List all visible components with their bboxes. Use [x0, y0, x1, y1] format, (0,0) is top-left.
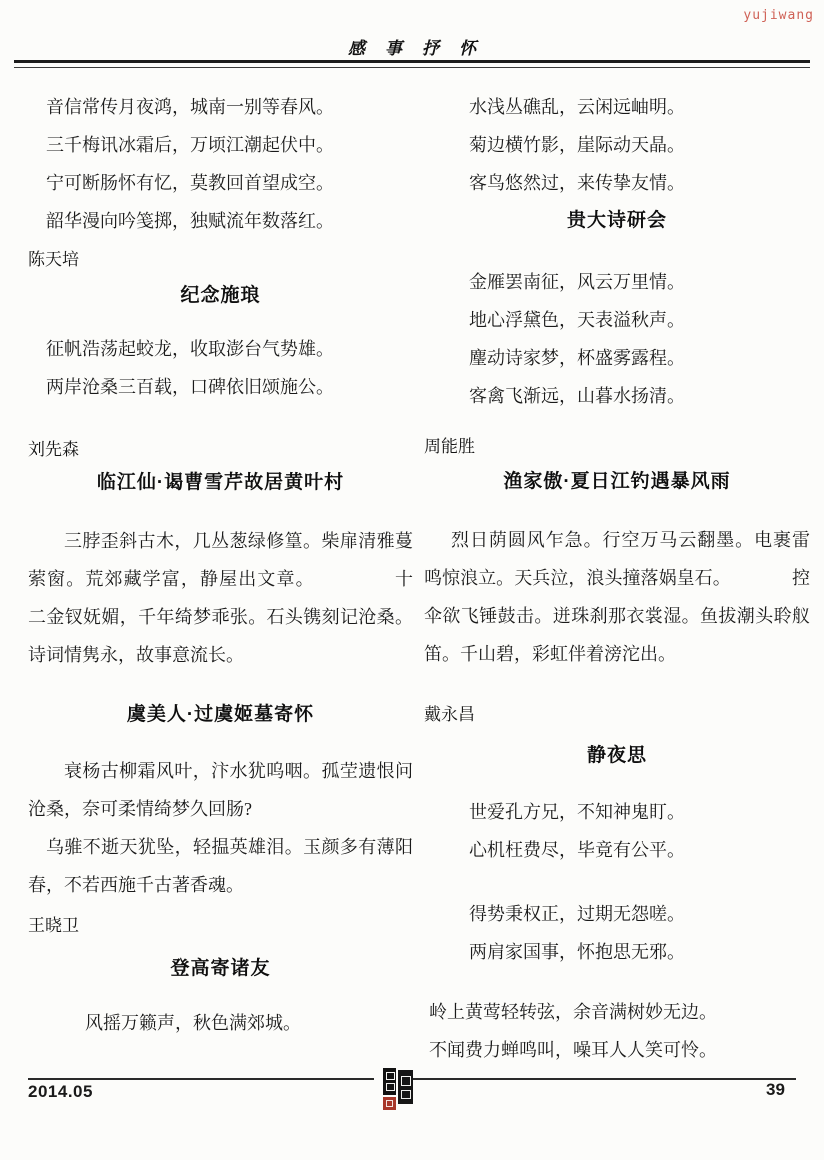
right-column [424, 88, 810, 1069]
ci-lower-stanza: 控伞欲飞锤鼓击。迸珠刹那衣裳湿。鱼拔潮头聆舣笛。千山碧，彩虹伴着滂沱出。 [424, 568, 810, 664]
poem-stanza [28, 330, 413, 406]
poem-line: 水浅丛礁乱，云闲远岫明。 [469, 97, 685, 117]
poem-title: 登高寄诸友 [170, 958, 271, 979]
poem-title: 静夜思 [586, 745, 647, 766]
poem-title: 临江仙·谒曹雪芹故居黄叶村 [96, 472, 345, 493]
poem-line: 心机枉费尽，毕竟有公平。 [469, 840, 685, 860]
poem-line: 地心浮黛色，天表溢秋声。 [469, 310, 685, 330]
poem-stanza [424, 263, 810, 415]
ci-paragraph [28, 522, 413, 674]
seal-black-block [383, 1068, 396, 1095]
header-rule-thin [14, 67, 810, 68]
issue-date: 2014.05 [28, 1082, 93, 1101]
poem-line: 音信常传月夜鸿，城南一别等春风。 [46, 97, 334, 117]
poem-line: 征帆浩荡起蛟龙，收取澎台气势雄。 [46, 339, 334, 359]
poem-line: 三千梅讯冰霜后，万顷江潮起伏中。 [46, 135, 334, 155]
page-number: 39 [766, 1080, 785, 1099]
poem-stanza [424, 895, 810, 971]
poem-line: 两岸沧桑三百载，口碑依旧颂施公。 [46, 377, 334, 397]
poem-line: 世爱孔方兄，不知神鬼盯。 [469, 802, 685, 822]
footer-rule-right [412, 1078, 796, 1080]
watermark-text: yujiwang [743, 8, 814, 23]
poem-title: 渔家傲·夏日江钓遇暴风雨 [503, 471, 731, 492]
poem-line: 客鸟悠然过，来传挚友情。 [469, 173, 685, 193]
poem-stanza [28, 1004, 413, 1042]
poem-line: 不闻费力蝉鸣叫，噪耳人人笑可怜。 [429, 1040, 717, 1060]
poem-line: 客禽飞渐远，山暮水扬清。 [469, 386, 685, 406]
poem-title: 纪念施琅 [180, 285, 261, 306]
seal-red-block [383, 1097, 396, 1110]
poem-stanza [28, 88, 413, 240]
poem-title: 虞美人·过虞姬墓寄怀 [126, 704, 315, 725]
poem-stanza [424, 793, 810, 869]
poem-line: 两肩家国事，怀抱思无邪。 [469, 942, 685, 962]
author-name: 戴永昌 [424, 705, 475, 724]
header-rule-thick [14, 60, 810, 63]
poem-stanza [424, 993, 810, 1069]
left-column [28, 88, 413, 1042]
seal-black-column [398, 1070, 413, 1104]
poem-title: 贵大诗研会 [566, 210, 667, 231]
poem-line: 菊边横竹影，崖际动天晶。 [469, 135, 685, 155]
poem-line: 麈动诗家梦，杯盛雾露程。 [469, 348, 685, 368]
author-name: 刘先森 [28, 440, 79, 459]
page-header-title: 感事抒怀 [348, 39, 496, 58]
ci-paragraph [424, 521, 810, 673]
poem-stanza [424, 88, 810, 202]
author-name: 陈天培 [28, 250, 79, 269]
journal-seal-stamp [383, 1068, 414, 1112]
ci-paragraph: 乌骓不逝天犹坠，轻揾英雄泪。玉颜多有薄阳春，不若西施千古著香魂。 [28, 837, 413, 895]
ci-lower-stanza: 十二金钗妩媚，千年绮梦乖张。石头镌刻记沧桑。诗词情隽永，故事意流长。 [28, 569, 414, 665]
ci-upper-stanza: 烈日荫圆风乍急。行空万马云翻墨。电裹雷鸣惊浪立。天兵泣，浪头撞落娲皇石。 [424, 530, 810, 588]
ci-paragraph: 衰杨古柳霜风叶，汴水犹呜咽。孤茔遗恨问沧桑，奈可柔情绮梦久回肠? [28, 761, 413, 819]
footer-rule-left [28, 1078, 374, 1080]
author-name: 周能胜 [424, 437, 475, 456]
ci-upper-stanza: 三脖歪斜古木，几丛葱绿修篁。柴扉清雅蔓萦窗。荒郊藏学富，静屋出文章。 [28, 531, 413, 589]
poem-line: 风摇万籁声，秋色满郊城。 [85, 1013, 301, 1033]
author-name: 王晓卫 [28, 916, 79, 935]
poem-line: 宁可断肠怀有忆，莫教回首望成空。 [46, 173, 334, 193]
poem-line: 韶华漫向吟笺掷，独赋流年数落红。 [46, 211, 334, 231]
poem-line: 岭上黄莺轻转弦，余音满树妙无边。 [429, 1002, 717, 1022]
poem-line: 金雁罢南征，风云万里情。 [469, 272, 685, 292]
poem-line: 得势秉权正，过期无怨嗟。 [469, 904, 685, 924]
